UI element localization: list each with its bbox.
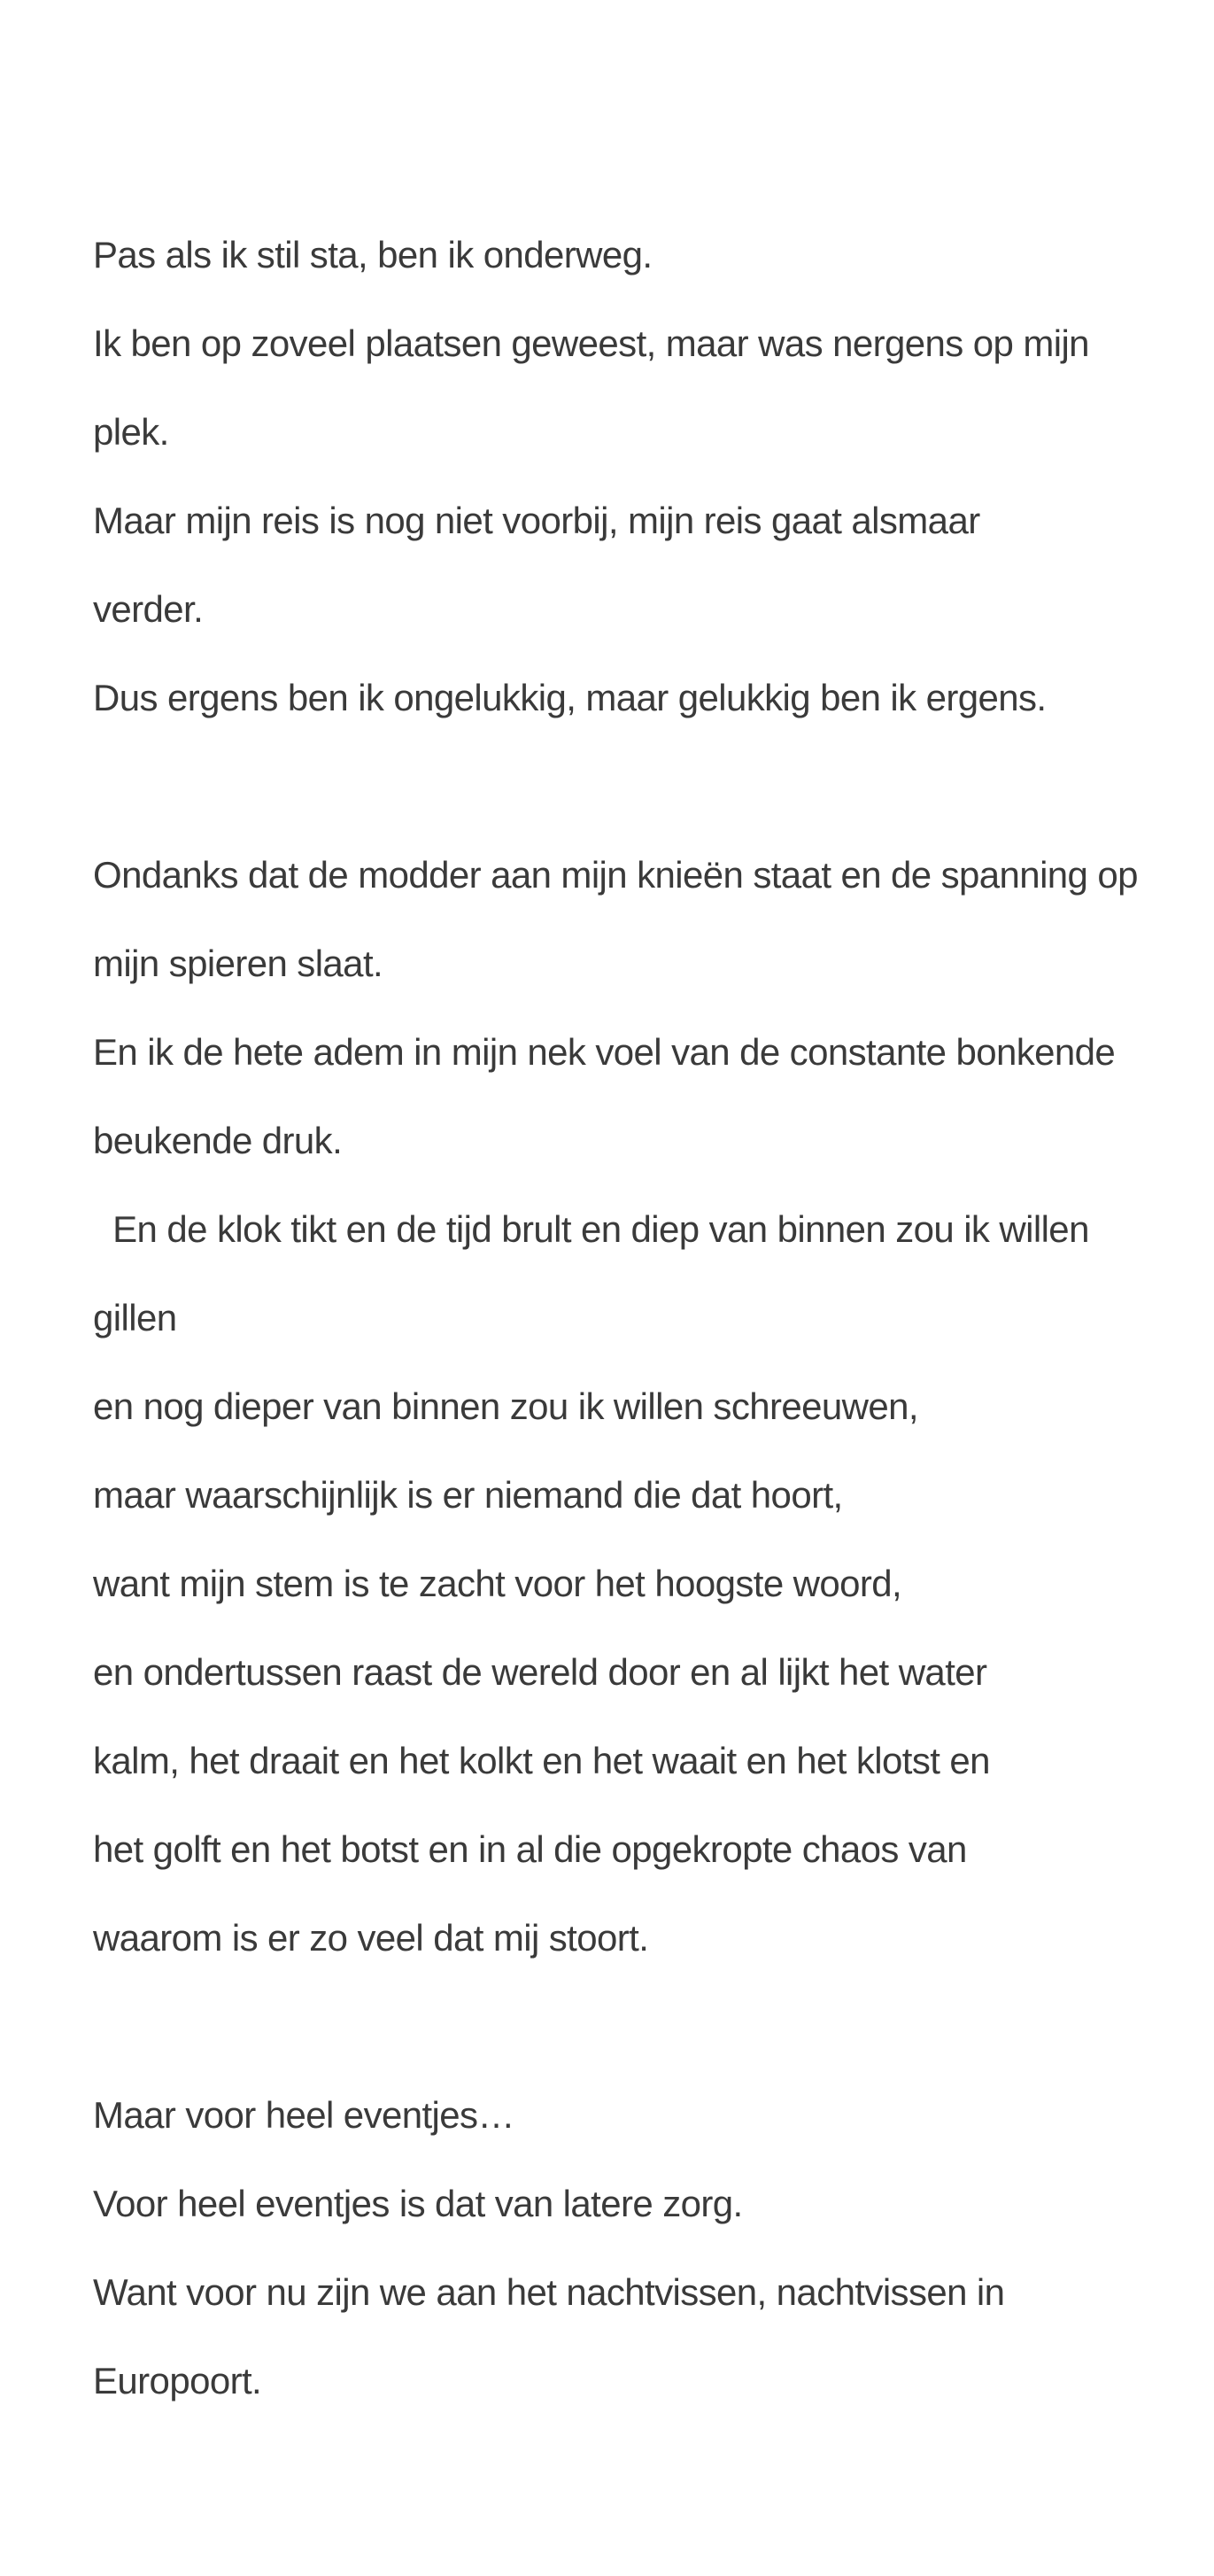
poem-line: maar waarschijnlijk is er niemand die dat hoort, — [93, 1474, 843, 1516]
poem-line: Dus ergens ben ik ongelukkig, maar gelukkig ben ik ergens. — [93, 677, 1047, 718]
poem-line: plek. — [93, 411, 169, 453]
poem-line: En ik de hete adem in mijn nek voel van de constante bonkende — [93, 1031, 1116, 1073]
poem-line: gillen — [93, 1297, 177, 1338]
poem-line: en ondertussen raast de wereld door en al lijkt het water — [93, 1651, 987, 1693]
poem-line: Europoort. — [93, 2360, 262, 2401]
poem-line: en nog dieper van binnen zou ik willen schreeuwen, — [93, 1385, 918, 1427]
poem-line: verder. — [93, 588, 204, 630]
stanza-3 — [93, 2071, 1182, 2425]
poem-line: Maar mijn reis is nog niet voorbij, mijn reis gaat alsmaar — [93, 500, 980, 541]
poem-line: mijn spieren slaat. — [93, 943, 383, 984]
stanza-2 — [93, 831, 1182, 1982]
poem-line: het golft en het botst en in al die opgekropte chaos van — [93, 1828, 967, 1870]
poem-text — [93, 211, 1182, 2425]
poem-line: Ondanks dat de modder aan mijn knieën staat en de spanning op — [93, 854, 1138, 896]
poem-line: Maar voor heel eventjes… — [93, 2094, 514, 2136]
poem-line: Pas als ik stil sta, ben ik onderweg. — [93, 234, 653, 275]
poem-line: Ik ben op zoveel plaatsen geweest, maar was nergens op mijn — [93, 322, 1089, 364]
poem-line: kalm, het draait en het kolkt en het waait en het klotst en — [93, 1740, 990, 1781]
poem-line: want mijn stem is te zacht voor het hoogste woord, — [93, 1563, 902, 1604]
poem-line: En de klok tikt en de tijd brult en diep van binnen zou ik willen — [93, 1208, 1089, 1250]
stanza-1 — [93, 211, 1182, 742]
poem-line: Voor heel eventjes is dat van latere zorg. — [93, 2183, 743, 2224]
poem-line: Want voor nu zijn we aan het nachtvissen, nachtvissen in — [93, 2271, 1005, 2313]
poem-line: beukende druk. — [93, 1120, 343, 1161]
poem-line: waarom is er zo veel dat mij stoort. — [93, 1917, 649, 1959]
